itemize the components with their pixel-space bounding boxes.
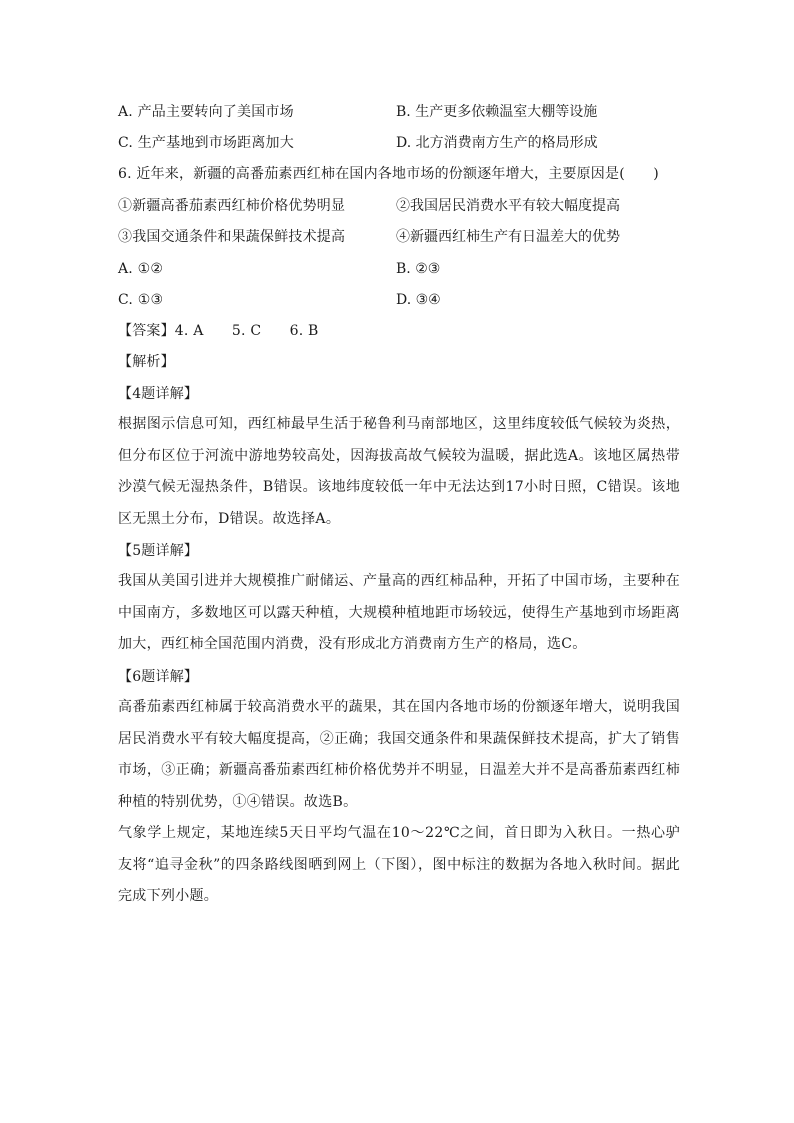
q6-statement-4: ④新疆西红柿生产有日温差大的优势: [396, 229, 620, 245]
q6-option-d: D. ③④: [396, 292, 441, 308]
q6-statement-1: ①新疆高番茄素西红柿价格优势明显: [118, 198, 346, 214]
answer-line: 【答案】4. A 5. C 6. B: [118, 323, 319, 339]
q6-option-a: A. ①②: [118, 261, 164, 277]
q5-option-b: B. 生产更多依赖温室大棚等设施: [396, 104, 598, 120]
q5-option-d: D. 北方消费南方生产的格局形成: [396, 135, 598, 151]
q5-option-a: A. 产品主要转向了美国市场: [118, 104, 294, 120]
detail6-text: 高番茄素西红柿属于较高消费水平的蔬果，其在国内各地市场的份额逐年增大，说明我国居民消费水平有较大幅度提高，②正确；我国交通条件和果蔬保鲜技术提高，扩大了销售市场，③正确；新疆高番茄素西红柿价格优势并不明显，日温差大并不是高番茄素西红柿种植的特别优势，①④错误。故选B。: [118, 699, 680, 811]
detail5-text: 我国从美国引进并大规模推广耐储运、产量高的西红柿品种，开拓了中国市场，主要种在中国南方，多数地区可以露天种植，大规模种植地距市场较远，使得生产基地到市场距离加大，西红柿全国范围内消费，没有形成北方消费南方生产的格局，选C。: [118, 573, 680, 653]
detail4-heading: 【4题详解】: [118, 386, 199, 402]
analysis-label: 【解析】: [118, 354, 175, 370]
q6-option-b: B. ②③: [396, 261, 441, 277]
q6-option-c: C. ①③: [118, 292, 164, 308]
detail6-heading: 【6题详解】: [118, 669, 199, 685]
detail4-text: 根据图示信息可知，西红柿最早生活于秘鲁利马南部地区，这里纬度较低气候较为炎热，但分布区位于河流中游地势较高处，因海拔高故气候较为温暖，据此选A。该地区属热带沙漠气候无湿热条件，B错误。该地纬度较低一年中无法达到17小时日照，C错误。该地区无黑土分布，D错误。故选择A。: [118, 416, 680, 528]
q6-statement-3: ③我国交通条件和果蔬保鲜技术提高: [118, 229, 346, 245]
next-question-intro: 气象学上规定，某地连续5天日平均气温在10～22℃之间，首日即为入秋日。一热心驴友将“追寻金秋”的四条路线图晒到网上（下图），图中标注的数据为各地入秋时间。据此完成下列小题。: [118, 825, 680, 905]
q6-statement-2: ②我国居民消费水平有较大幅度提高: [396, 198, 620, 214]
q6-stem: 6. 近年来，新疆的高番茄素西红柿在国内各地市场的份额逐年增大，主要原因是( ): [118, 166, 659, 182]
detail5-heading: 【5题详解】: [118, 543, 199, 559]
q5-option-c: C. 生产基地到市场距离加大: [118, 135, 294, 151]
